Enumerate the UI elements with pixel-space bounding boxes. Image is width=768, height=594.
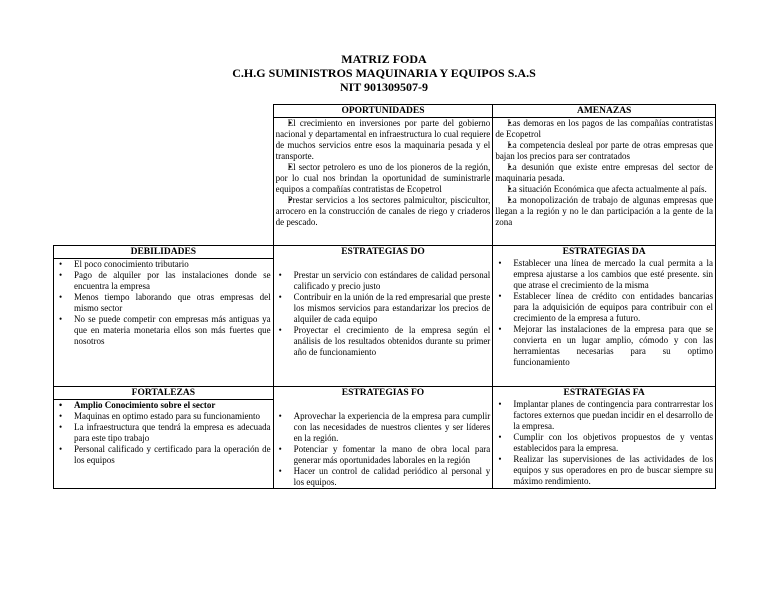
list-item: • Mejorar las instalaciones de la empresa para que se convierta en un lugar amplio, cómodo y con las herramientas necesarias para su optimo funcionamiento xyxy=(495,324,713,368)
list-item: • Prestar servicios a los sectores palmicultor, piscicultor, arrocero en la construcción de canales de riego y criaderos de pescado. xyxy=(276,195,491,228)
amenazas-list xyxy=(495,118,713,228)
list-item: • Proyectar el crecimiento de la empresa según el análisis de los resultados obtenidos durante su primer año de funcionamiento xyxy=(276,325,491,358)
list-item: • Maquinas en optimo estado para su funcionamiento xyxy=(56,411,271,422)
list-item: • Hacer un control de calidad periódico al personal y los equipos. xyxy=(276,466,491,488)
row-external xyxy=(54,105,716,246)
list-item: • Personal calificado y certificado para la operación de los equipos xyxy=(56,444,271,466)
fortalezas-list xyxy=(56,400,271,466)
estrategias-fa-cell xyxy=(493,387,716,489)
list-item: • Amplio Conocimiento sobre el sector xyxy=(56,400,271,411)
document-title: MATRIZ FODA xyxy=(341,52,427,66)
list-item: • Aprovechar la experiencia de la empresa para cumplir con las necesidades de nuestros clientes y ser líderes en la región. xyxy=(276,411,491,444)
list-item: • Contribuir en la unión de la red empresarial que preste los mismos servicios para estandarizar los precios de alquiler de cada equipo xyxy=(276,292,491,325)
list-item: • Establecer línea de crédito con entidades bancarias para la adquisición de equipos para contribuir con el crecimiento de la empresa a futuro. xyxy=(495,291,713,324)
oportunidades-cell xyxy=(273,105,493,246)
list-item: • Implantar planes de contingencia para contrarrestar los factores externos que puedan incidir en el desarrollo de la empresa. xyxy=(495,399,713,432)
debilidades-heading: DEBILIDADES xyxy=(54,246,273,259)
oportunidades-heading: OPORTUNIDADES xyxy=(274,105,493,118)
estrategias-da-list xyxy=(495,258,713,368)
list-item: • La monopolización de trabajo de algunas empresas que llegan a la región y no le dan participación a la gente de la zona xyxy=(495,195,713,228)
company-name: C.H.G SUMINISTROS MAQUINARIA Y EQUIPOS S.A.S xyxy=(232,66,536,80)
list-item: • La competencia desleal por parte de otras empresas que bajan los precios para ser contratados xyxy=(495,140,713,162)
estrategias-do-cell xyxy=(273,246,493,387)
list-item: • No se puede competir con empresas más antiguas ya que en materia monetaria ellos son más fuertes que nosotros xyxy=(56,314,271,347)
list-item: • Prestar un servicio con estándares de calidad personal calificado y precio justo xyxy=(276,270,491,292)
fortalezas-cell xyxy=(54,387,274,489)
estrategias-fo-cell xyxy=(273,387,493,489)
list-item: • Menos tiempo laborando que otras empresas del mismo sector xyxy=(56,292,271,314)
list-item: • La situación Económica que afecta actualmente al país. xyxy=(495,184,713,195)
list-item: • Cumplir con los objetivos propuestos de y ventas establecidos para la empresa. xyxy=(495,432,713,454)
estrategias-da-cell xyxy=(493,246,716,387)
foda-matrix xyxy=(53,104,716,489)
list-item: • Realizar las supervisiones de las actividades de los equipos y sus operadores en pro de buscar siempre su máximo rendimiento. xyxy=(495,454,713,487)
list-item: • Potenciar y fomentar la mano de obra local para generar más oportunidades laborales en la región xyxy=(276,444,491,466)
oportunidades-list xyxy=(276,118,491,228)
estrategias-do-list xyxy=(276,258,491,358)
row-fortalezas xyxy=(54,387,716,489)
estrategias-fa-list xyxy=(495,399,713,487)
empty-corner xyxy=(54,105,274,246)
fortalezas-heading: FORTALEZAS xyxy=(54,387,273,400)
company-nit: NIT 901309507-9 xyxy=(339,80,429,94)
list-item: • El poco conocimiento tributario xyxy=(56,259,271,270)
list-item: • La infraestructura que tendrá la empresa es adecuada para este tipo trabajo xyxy=(56,422,271,444)
debilidades-list xyxy=(56,259,271,347)
row-debilidades xyxy=(54,246,716,387)
estrategias-fa-heading: ESTRATEGIAS FA xyxy=(563,388,645,398)
estrategias-fo-list xyxy=(276,399,491,488)
list-item: • La desunión que existe entre empresas del sector de maquinaria pesada. xyxy=(495,162,713,184)
debilidades-cell xyxy=(54,246,274,387)
document-header xyxy=(0,52,768,94)
list-item: • Pago de alquiler por las instalaciones donde se encuentra la empresa xyxy=(56,270,271,292)
list-item: • Las demoras en los pagos de las compañías contratistas de Ecopetrol xyxy=(495,118,713,140)
list-item: • Establecer una línea de mercado la cual permita a la empresa ajustarse a los cambios que esté presente. sin que atrase el crecimiento de la misma xyxy=(495,258,713,291)
amenazas-cell xyxy=(493,105,716,246)
list-item: • El crecimiento en inversiones por parte del gobierno nacional y departamental en infraestructura lo cual requiere de muchos servicios entre esos la maquinaria pesada y el transporte. xyxy=(276,118,491,162)
estrategias-da-heading: ESTRATEGIAS DA xyxy=(562,247,646,257)
estrategias-do-heading: ESTRATEGIAS DO xyxy=(341,247,425,257)
list-item: • El sector petrolero es uno de los pioneros de la región, por lo cual nos brindan la oportunidad de suministrarle equipos a compañías contratistas de Ecopetrol xyxy=(276,162,491,195)
estrategias-fo-heading: ESTRATEGIAS FO xyxy=(341,388,425,398)
amenazas-heading: AMENAZAS xyxy=(493,105,715,118)
